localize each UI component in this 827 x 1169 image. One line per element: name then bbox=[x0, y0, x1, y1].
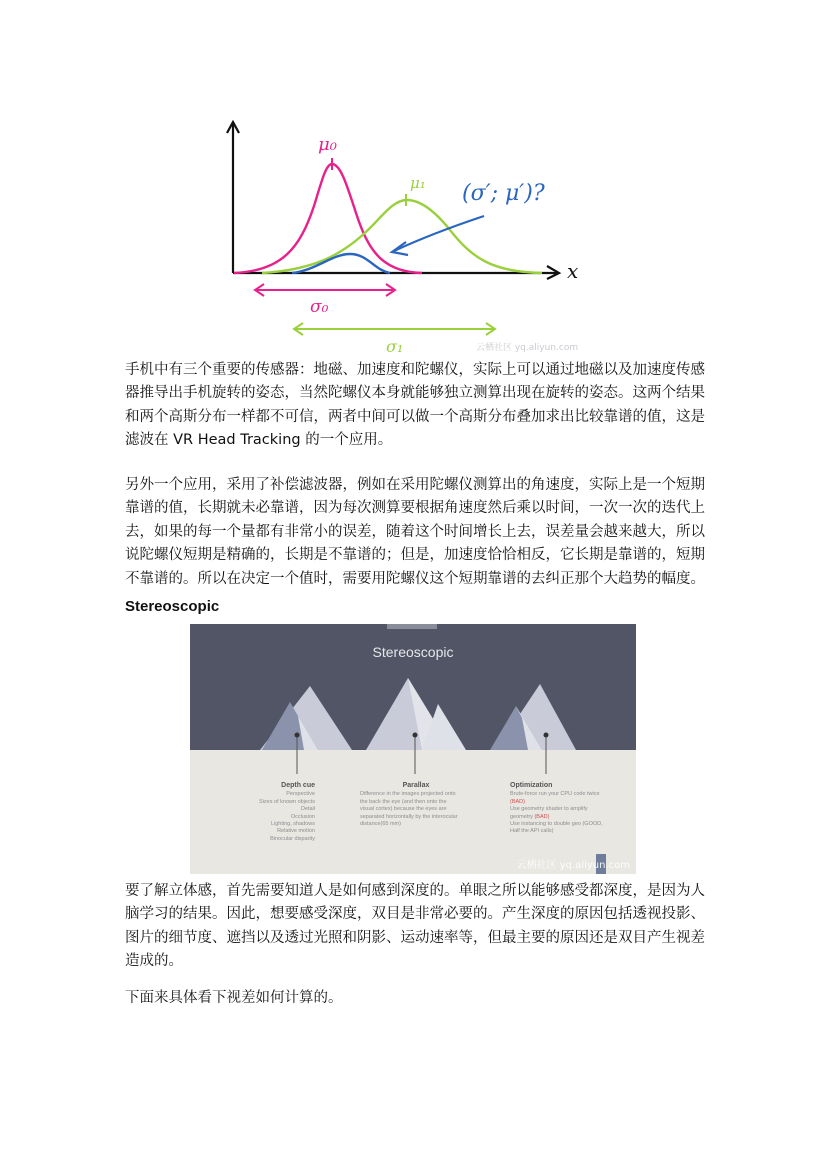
sigma1-label: σ₁ bbox=[386, 337, 404, 356]
gaussian-product-curve bbox=[292, 254, 390, 273]
gaussian-figure bbox=[222, 118, 592, 358]
optimization-column bbox=[510, 782, 622, 836]
depth-cue-item: Perspective bbox=[286, 791, 315, 798]
parallax-line: Difference in the images projected onto bbox=[360, 791, 456, 798]
pin-depth-dot bbox=[295, 733, 300, 738]
pin-opt-dot bbox=[544, 733, 549, 738]
pin-parallax-dot bbox=[413, 733, 418, 738]
paragraph-depth-perception: 要了解立体感，首先需要知道人是如何感到深度的。单眼之所以能够感受都深度，是因为人脑学习的结果。因此，想要感受深度，双目是非常必要的。产生深度的原因包括透视投影、图片的细节度、遮挡以及透过光照和阴影、运动速率等，但最主要的原因还是双目产生视差造成的。 bbox=[125, 883, 705, 970]
paragraph-sensors: 手机中有三个重要的传感器：地磁、加速度和陀螺仪，实际上可以通过地磁以及加速度传感器推导出手机旋转的姿态，当然陀螺仪本身就能够独立测算出现在旋转的姿态。这两个结果和两个高斯分布一样都不可信，两者中间可以做一个高斯分布叠加求出比较靠谱的值，这是滤波在 VR Head Tracking 的一个应用。 bbox=[125, 362, 705, 449]
optimization-line: Use instancing to double geo (GOOD, bbox=[510, 821, 603, 828]
x-axis-label: x bbox=[567, 259, 579, 283]
optimization-text: geometry bbox=[510, 813, 535, 820]
optimization-line: Use geometry shader to amplify bbox=[510, 806, 588, 813]
optimization-bad-tag: (BAD) bbox=[534, 813, 550, 820]
optimization-line: Half the API calls) bbox=[510, 828, 554, 835]
gaussian-mu0-curve bbox=[234, 164, 422, 273]
section-heading-stereoscopic: Stereoscopic bbox=[125, 598, 220, 615]
depth-cue-title: Depth cue bbox=[281, 782, 315, 789]
parallax-line: distance(65 mm) bbox=[360, 821, 401, 828]
depth-cue-item: Relative motion bbox=[277, 828, 315, 835]
optimization-title: Optimization bbox=[510, 782, 553, 789]
paragraph-parallax-intro: 下面来具体看下视差如何计算的。 bbox=[125, 990, 343, 1006]
parallax-title: Parallax bbox=[402, 782, 430, 789]
parallax-line: separated horizontally by the interocular bbox=[360, 813, 458, 820]
depth-cue-item: Binocular disparity bbox=[270, 835, 315, 842]
depth-cue-item: Occlusion bbox=[290, 813, 315, 820]
parallax-line: the back the eye (and then onto the bbox=[360, 798, 447, 805]
pointer-arrow bbox=[394, 216, 484, 251]
slide-watermark: 云栖社区 yq.aliyun.com bbox=[516, 860, 630, 871]
depth-cue-item: Lighting, shadows bbox=[270, 821, 315, 828]
mu1-label: μ₁ bbox=[410, 174, 426, 192]
parallax-column bbox=[360, 782, 472, 828]
sigma0-label: σ₀ bbox=[310, 297, 329, 317]
figure1-watermark: 云栖社区 yq.aliyun.com bbox=[476, 343, 579, 353]
parallax-line: visual cortex) because the eyes are bbox=[360, 806, 447, 813]
question-label: (σ′; μ′)? bbox=[462, 181, 545, 206]
mu0-label: μ₀ bbox=[318, 134, 337, 155]
gaussian-mu1-curve bbox=[262, 200, 542, 273]
stereoscopic-slide bbox=[190, 624, 636, 874]
slide-title: Stereoscopic bbox=[372, 644, 454, 660]
optimization-bad-tag: (BAD) bbox=[510, 798, 525, 805]
optimization-line bbox=[510, 814, 622, 821]
optimization-line: Brute-force run your CPU code twice bbox=[510, 791, 600, 798]
paragraph-complementary-filter: 另外一个应用，采用了补偿滤波器，例如在采用陀螺仪测算出的角速度，实际上是一个短期靠谱的值，长期就未必靠谱，因为每次测算要根据角速度然后乘以时间，一次一次的迭代上去，如果的每一个量都有非常小的误差，随着这个时间增长上去，误差量会越来越大，所以说陀螺仪短期是精确的，长期是不靠谱的；但是，加速度恰恰相反，它长期是靠谱的，短期不靠谱的。所以在决定一个值时，需要用陀螺仪这个短期靠谱的去纠正那个大趋势的幅度。 bbox=[125, 477, 705, 587]
depth-cue-column bbox=[250, 782, 315, 843]
depth-cue-item: Sizes of known objects bbox=[259, 798, 315, 805]
depth-cue-item: Detail bbox=[300, 806, 315, 813]
